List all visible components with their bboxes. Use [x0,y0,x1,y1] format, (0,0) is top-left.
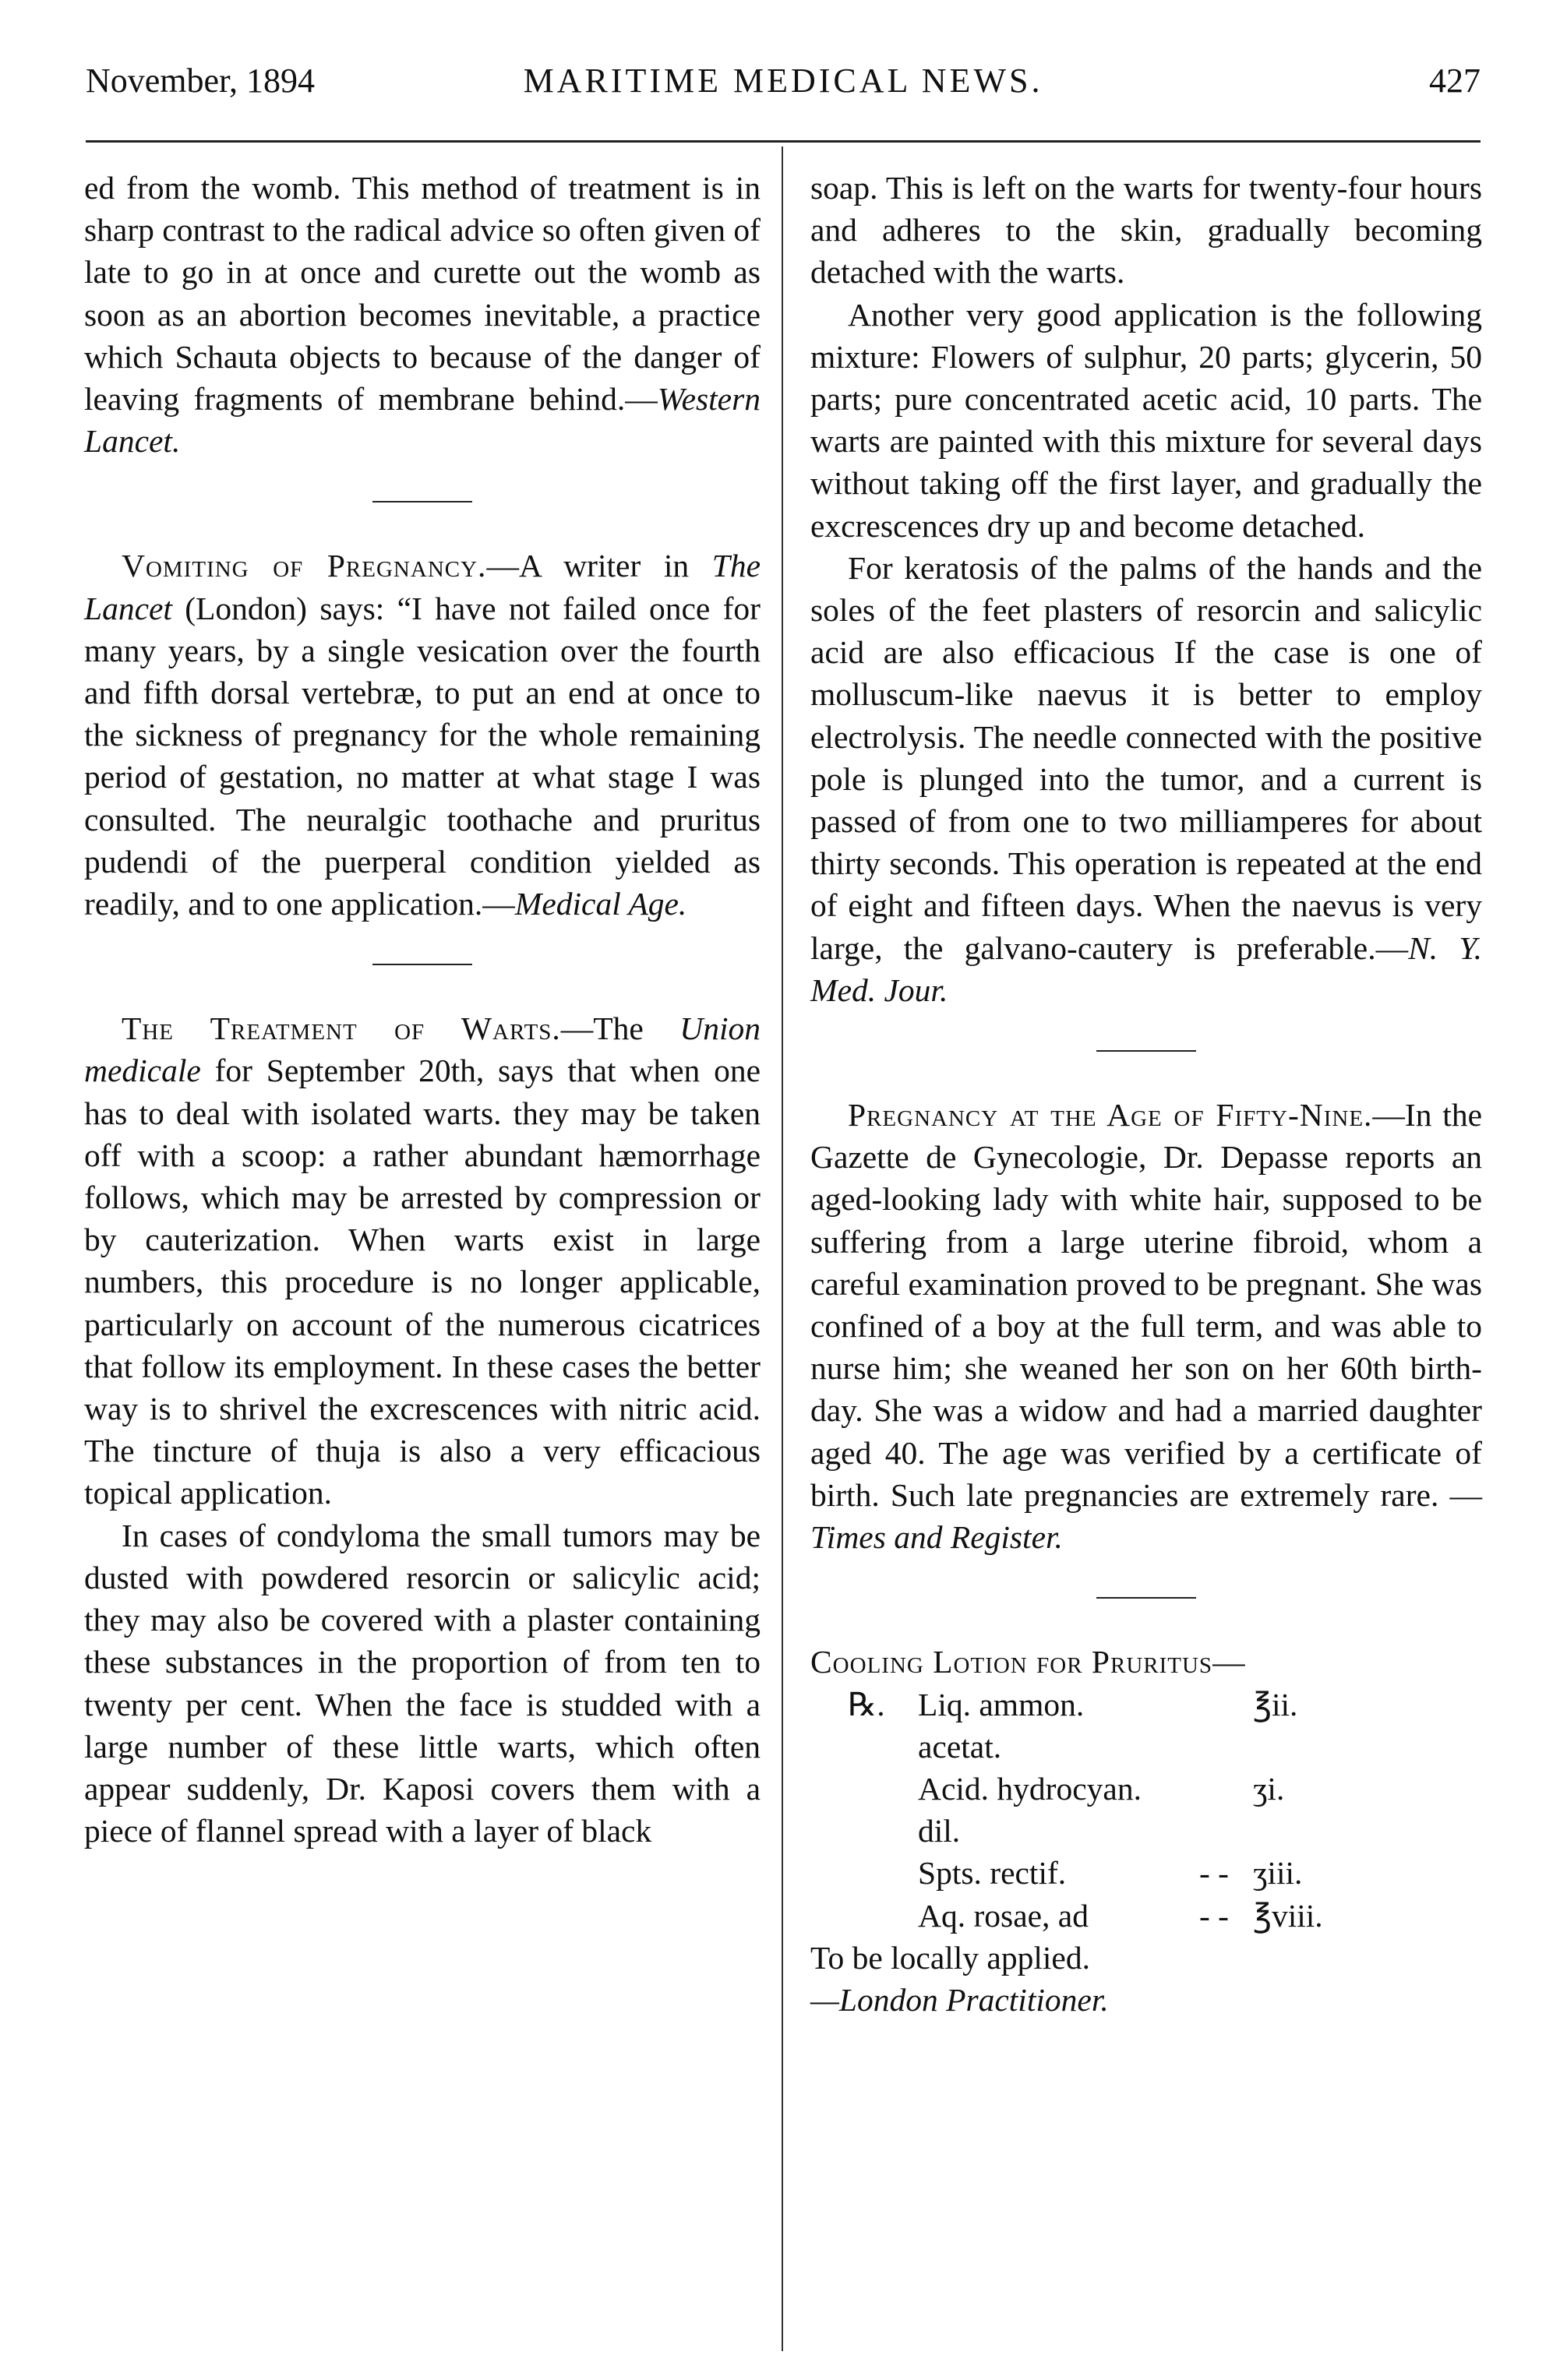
section-divider [1096,1597,1196,1599]
ingredient-name: Aq. rosae, ad [918,1897,1089,1934]
journal-name: The Lancet [84,548,761,626]
ingredient-leader [1175,1684,1253,1768]
ingredient-leader: - - [1198,1855,1229,1892]
right-column [810,167,1482,2021]
article-vomiting-of-pregnancy: Vomiting of Pregnancy.—A writer in The Lancet (London) says: “I have not failed once for many years, by a single vesication over the fourth and fifth dorsal vertebræ, to put an end at once to the sickness of pregnancy for the whole remaining period of gestation, no matter at what stage I was consulted. The neuralgic toothache and pruritus pudendi of the puerperal condition yielded as readily, and to one application.—Medical Age. [84,548,761,922]
prescription-line [810,1895,1482,1937]
source-citation: N. Y. Med. Jour. [810,929,1482,1008]
ingredient-quantity: ʒiii. [1253,1855,1303,1892]
issue-date: November, 1894 [86,62,315,100]
warts-paragraph-2: In cases of condyloma the small tumors may be dusted with powdered resorcin or salicylic acid; they may also be covered with a plaster containing these substances in the proportion of from ten to twenty per cent. When the face is studded with a large number of these little warts, which often appear suddenly, Dr. Kaposi covers them with a piece of flannel spread with a layer of black [84,1517,761,1849]
source-citation: Western Lancet. [84,381,761,460]
rx-symbol [810,1895,918,1937]
ingredient-leader [1175,1768,1253,1852]
rx-symbol [810,1852,918,1894]
left-column [84,167,761,1852]
section-divider [1096,1050,1196,1052]
article-title: Pregnancy at the Age of Fifty-Nine. [848,1097,1373,1134]
source-citation: Times and Register. [810,1519,1063,1556]
ingredient-quantity: ʒi. [1253,1770,1285,1807]
section-divider [372,964,472,965]
header-rule [86,140,1481,143]
lotion-directions: To be locally applied. [810,1939,1090,1976]
warts-paragraph-3: Another very good application is the following mixture: Flowers of sulphur, 20 parts; glycerin, 50 parts; pure concentrated acetic acid, 10 parts. The warts are painted with this mixture for several days without taking off the first layer, and gradually the excrescences dry up and become detached. [810,296,1482,544]
article-title: The Treatment of Warts. [122,1010,561,1047]
ingredient-name: Acid. hydrocyan. dil. [918,1770,1142,1849]
page-number: 427 [1429,62,1481,100]
article-pregnancy-at-fifty-nine: Pregnancy at the Age of Fifty-Nine.—In the Gazette de Gynecologie, Dr. Depasse reports an aged-looking lady with white hair, supposed to be suffering from a large uterine fibroid, whom a careful examination proved to be pregnant. She was confined of a boy at the full term, and was able to nurse him; she weaned her son on her 60th birth-day. She was a widow and had a married daughter aged 40. The age was verified by a certificate of birth. Such late pregnancies are extremely rare. —Times and Register. [810,1097,1482,1556]
article-title: Vomiting of Pregnancy. [122,548,487,584]
warts-continuation: soap. This is left on the warts for twenty-four hours and adheres to the skin, gradually becoming detached with the warts. [810,170,1482,291]
rx-symbol [810,1768,918,1852]
ingredient-quantity: ℥ii. [1253,1686,1298,1722]
lotion-heading: Cooling Lotion for Pruritus— [810,1644,1245,1680]
ingredient-leader: - - [1198,1897,1229,1934]
journal-name: Union medicale [84,1010,761,1089]
rx-symbol: ℞. [848,1686,885,1722]
article-title: Cooling Lotion for Pruritus [810,1644,1213,1680]
journal-title: MARITIME MEDICAL NEWS. [523,62,1043,100]
column-divider [782,146,783,2351]
prescription-line [810,1768,1482,1852]
source-citation: —London Practitioner. [810,1981,1109,2018]
ingredient-quantity: ℥viii. [1253,1897,1323,1934]
article-treatment-of-warts: The Treatment of Warts.—The Union medicale for September 20th, says that when one has to deal with isolated warts. they may be taken off with a scoop: a rather abundant hæmorrhage follows, which may be arrested by compression or by cauterization. When warts exist in large numbers, this procedure is no longer applicable, particularly on account of the numerous cicatrices that follow its employment. In these cases the better way is to shrivel the excrescences with nitric acid. The tincture of thuja is also a very efficacious topical application. [84,1010,761,1511]
running-header [86,61,1481,117]
ingredient-name: Liq. ammon. acetat. [918,1686,1085,1765]
ingredient-name: Spts. rectif. [918,1855,1067,1892]
source-citation: Medical Age. [514,886,687,922]
prescription [810,1684,1482,1937]
warts-paragraph-4: For keratosis of the palms of the hands and the soles of the feet plasters of resorcin and salicylic acid are also efficacious If the case is one of molluscum-like naevus it is better to employ electrolysis. The needle connected with the positive pole is plunged into the tumor, and a current is passed of from one to two milliamperes for about thirty seconds. This operation is repeated at the end of eight and fifteen days. When the naevus is very large, the galvano-cautery is preferable.—N. Y. Med. Jour. [810,549,1482,1008]
section-divider [372,501,472,502]
abortion-continuation: ed from the womb. This method of treatment is in sharp contrast to the radical advice so often given of late to go in at once and curette out the womb as soon as an abortion becomes inevitable, a practice which Schauta objects to because of the danger of leaving fragments of membrane behind.—Western Lancet. [84,170,761,460]
prescription-line [810,1852,1482,1894]
prescription-line [810,1684,1482,1768]
